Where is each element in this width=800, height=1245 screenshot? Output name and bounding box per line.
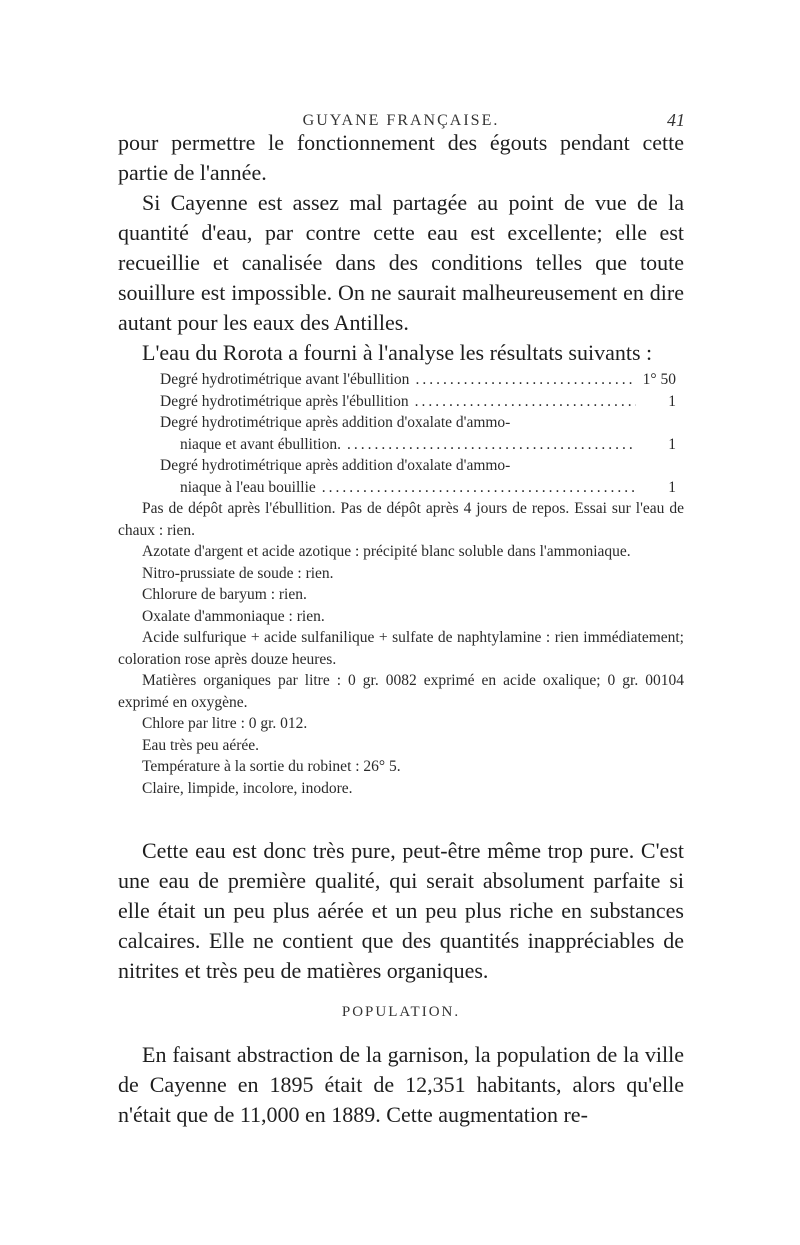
population-text xyxy=(118,1040,684,1130)
intro-text xyxy=(118,128,684,368)
analysis-row xyxy=(118,412,684,434)
analysis-note: Pas de dépôt après l'ébullition. Pas de dépôt après 4 jours de repos. Essai sur l'eau de chaux : rien. xyxy=(118,500,684,539)
dot-leader xyxy=(415,369,636,391)
conclusion-text xyxy=(118,836,684,986)
dot-leader xyxy=(415,391,636,413)
analysis-note: Claire, limpide, incolore, inodore. xyxy=(142,779,353,797)
analysis-row-label: Degré hydrotimétrique après addition d'oxalate d'ammo- xyxy=(160,414,511,431)
analysis-note: Azotate d'argent et acide azotique : précipité blanc soluble dans l'ammoniaque. xyxy=(142,543,631,560)
analysis-row-value: 1 xyxy=(668,478,676,496)
analysis-row-value: 1 xyxy=(668,435,676,453)
analysis-row xyxy=(118,455,684,477)
analysis-row-label: Degré hydrotimétrique avant l'ébullition xyxy=(160,371,410,388)
analysis-row-continuation xyxy=(118,434,684,456)
running-title: GUYANE FRANÇAISE. xyxy=(302,112,500,129)
analysis-note: Matières organiques par litre : 0 gr. 0082 exprimé en acide oxalique; 0 gr. 00104 exprimé en oxygène. xyxy=(118,672,684,711)
section-heading: POPULATION. xyxy=(341,1004,461,1020)
analysis-note: Température à la sortie du robinet : 26° 5. xyxy=(142,758,401,775)
analysis-note: Nitro-prussiate de soude : rien. xyxy=(142,564,334,582)
analysis-row-label: niaque et avant ébullition. xyxy=(180,435,341,453)
page-number: 41 xyxy=(667,110,685,130)
analysis-note: Oxalate d'ammoniaque : rien. xyxy=(142,607,325,625)
paragraph: Si Cayenne est assez mal partagée au point de vue de la quantité d'eau, par contre cette eau est excellente; elle est recueillie et canalisée dans des conditions telles que toute souillure est impossible. On ne saurait malheureusement en dire autant pour les eaux des Antilles. xyxy=(118,190,684,335)
analysis-note: Acide sulfurique + acide sulfanilique + sulfate de naphtylamine : rien immédiatement; coloration rose après douze heures. xyxy=(118,629,684,668)
analysis-note: Chlorure de baryum : rien. xyxy=(142,586,307,603)
paragraph: Cette eau est donc très pure, peut-être même trop pure. C'est une eau de première qualité, qui serait absolument parfaite si elle était un peu plus aérée et un peu plus riche en substances calcaires. Elle ne contient que des quantités inappréciables de nitrites et très peu de matières organiques. xyxy=(118,838,684,983)
dot-leader xyxy=(322,477,636,499)
analysis-row-continuation xyxy=(118,477,684,499)
dot-leader xyxy=(347,434,636,456)
analysis-results xyxy=(118,369,684,799)
analysis-row-label: niaque à l'eau bouillie xyxy=(180,478,316,496)
analysis-row-value: 1 xyxy=(668,392,676,410)
analysis-row-value: 1° 50 xyxy=(642,371,676,388)
analysis-note: Eau très peu aérée. xyxy=(142,736,260,754)
analysis-row xyxy=(118,369,684,391)
analysis-row xyxy=(118,391,684,413)
analysis-row-label: Degré hydrotimétrique après l'ébullition xyxy=(160,392,409,410)
paragraph: pour permettre le fonctionnement des égouts pendant cette partie de l'année. xyxy=(118,130,684,185)
analysis-note: Chlore par litre : 0 gr. 012. xyxy=(142,715,308,732)
paragraph: L'eau du Rorota a fourni à l'analyse les résultats suivants : xyxy=(142,340,653,365)
analysis-row-label: Degré hydrotimétrique après addition d'oxalate d'ammo- xyxy=(160,457,511,474)
paragraph: En faisant abstraction de la garnison, la population de la ville de Cayenne en 1895 était de 12,351 habitants, alors qu'elle n'était que de 11,000 en 1889. Cette augmentation re- xyxy=(118,1042,684,1127)
